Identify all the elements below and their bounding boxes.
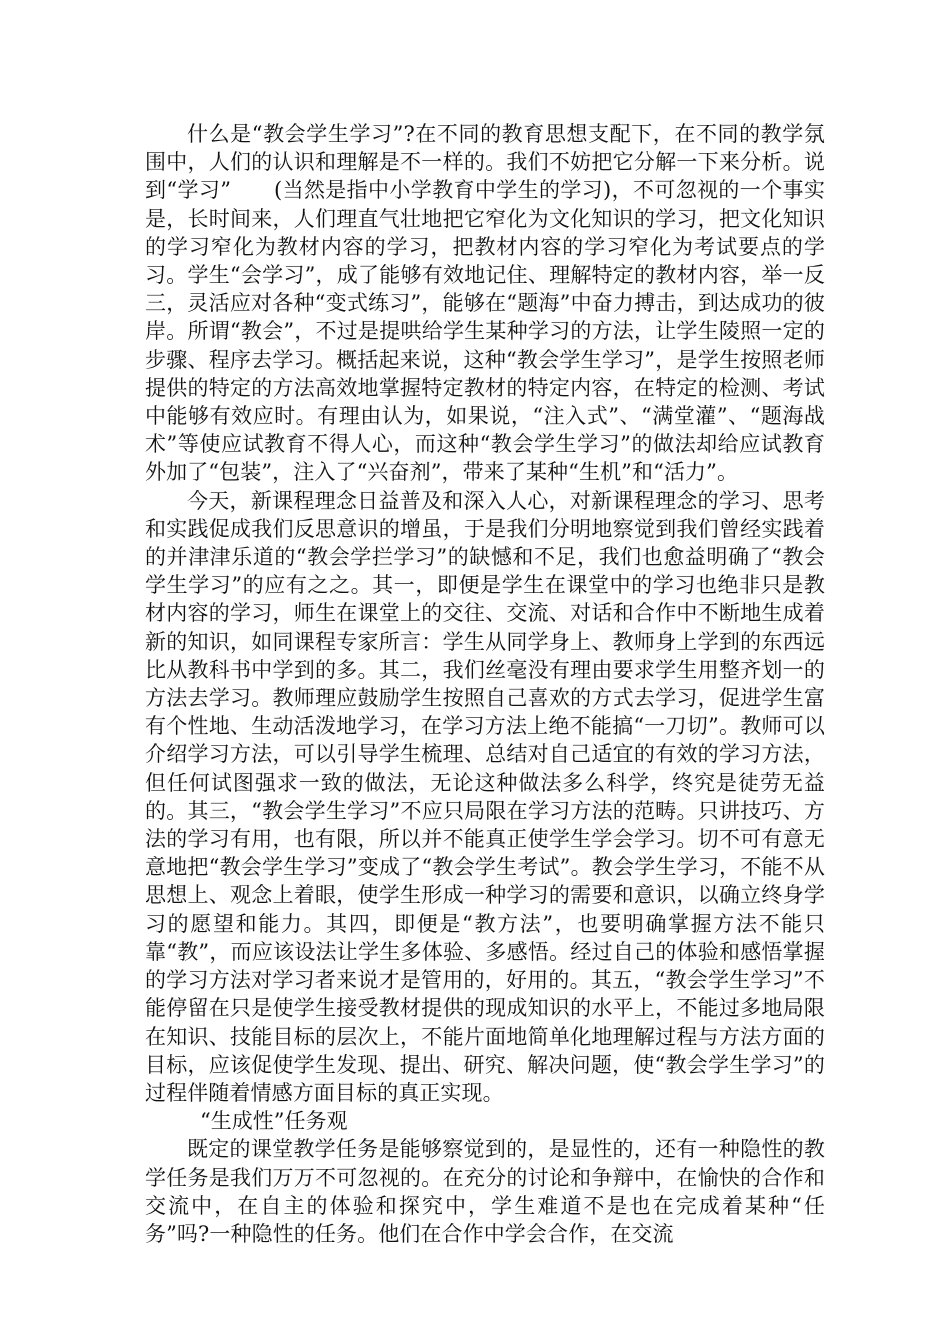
section-heading: “生成性”任务观 (200, 1109, 348, 1134)
body-paragraph-1: 什么是“教会学生学习”?在不同的教育思想支配下，在不同的教学氛围中，人们的认识和理解是不一样的。我们不妨把它分解一下来分析。说到“学习” (当然是指中小学教育中学生的学习)，不可忽视的一个事实是，长时间来，人们理直气壮地把它窄化为文化知识的学习，把文化知识的学习窄化为教材内容的学习，把教材内容的学习窄化为考试要点的学习。学生“会学习”，成了能够有效地记住、理解特定的教材内容，举一反三，灵活应对各种“变式练习”，能够在“题海”中奋力搏击，到达成功的彼岸。所谓“教会”，不过是提哄给学生某种学习的方法，让学生陵照一定的步骤、程序去学习。概括起来说，这种“教会学生学习”，是学生按照老师提供的特定的方法高效地掌握特定教材的特定内容，在特定的检测、考试中能够有效应时。有理由认为，如果说，“注入式”、“满堂灌”、“题海战术”等使应试教育不得人心，而这种“教会学生学习”的做法却给应试教育外加了“包装”，注入了“兴奋剂”，带来了某种“生机”和“活力”。 (145, 122, 825, 485)
body-paragraph-3: 既定的课堂教学任务是能够察觉到的，是显性的，还有一种隐性的教学任务是我们万万不可忽视的。在充分的讨论和争辩中，在愉快的合作和交流中，在自主的体验和探究中，学生难道不是也在完成着某种“任务”吗?一种隐性的任务。他们在合作中学会合作，在交流 (145, 1137, 825, 1246)
document-page (145, 120, 825, 1248)
body-paragraph-2: 今天，新课程理念日益普及和深入人心，对新课程理念的学习、思考和实践促成我们反思意识的增虽，于是我们分明地察觉到我们曾经实践着的并津津乐道的“教会学拦学习”的缺憾和不足，我们也愈益明确了“教会学生学习”的应有之之。其一，即便是学生在课堂中的学习也绝非只是教材内容的学习，师生在课堂上的交往、交流、对话和合作中不断地生成着新的知识，如同课程专家所言：学生从同学身上、教师身上学到的东西远比从教科书中学到的多。其二，我们丝毫没有理由要求学生用整齐划一的方法去学习。教师理应鼓励学生按照自己喜欢的方式去学习，促进学生富有个性地、生动活泼地学习，在学习方法上绝不能搞“一刀切”。教师可以介绍学习方法，可以引导学生梳理、总结对自己适宜的有效的学习方法，但任何试图强求一致的做法，无论这种做法多么科学，终究是徒劳无益的。其三，“教会学生学习”不应只局限在学习方法的范畴。只讲技巧、方法的学习有用，也有限，所以并不能真正使学生学会学习。切不可有意无意地把“教会学生学习”变成了“教会学生考试”。教会学生学习，不能不从思想上、观念上着眼，使学生形成一种学习的需要和意识，以确立终身学习的愿望和能力。其四，即便是“教方法”，也要明确掌握方法不能只靠“教”，而应该设法让学生多体验、多感悟。经过自己的体验和感悟掌握的学习方法对学习者来说才是管用的，好用的。其五，“教会学生学习”不能停留在只是使学生接受教材提供的现成知识的水平上，不能过多地局限在知识、技能目标的层次上，不能片面地简单化地理解过程与方法方面的目标，应该促使学生发现、提出、研究、解决问题，使“教会学生学习”的过程伴随着情感方面目标的真正实现。 (145, 488, 825, 1105)
